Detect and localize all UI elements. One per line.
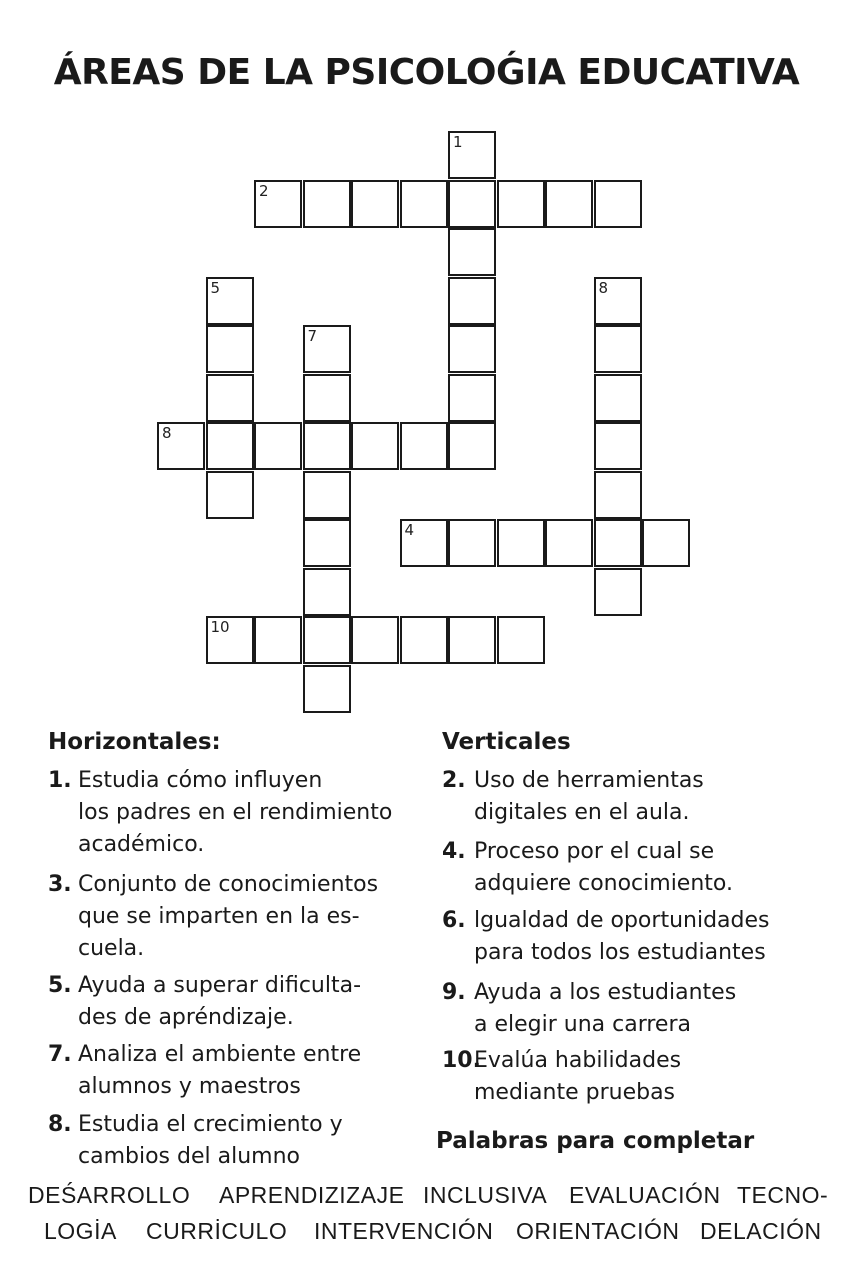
grid-cell[interactable] — [303, 471, 351, 519]
grid-cell[interactable] — [303, 568, 351, 616]
word-bank-heading: Palabras para completar — [436, 1128, 755, 1154]
clue-text: que se imparten en la es- — [78, 904, 360, 929]
verticales-heading: Verticales — [442, 729, 571, 755]
grid-cell[interactable] — [642, 519, 690, 567]
word-bank-item: EVALUACIÓN — [569, 1182, 721, 1208]
grid-cell[interactable] — [594, 374, 642, 422]
grid-cell[interactable] — [448, 180, 496, 228]
word-bank-item: CURRİCULO — [146, 1218, 288, 1244]
clue-number: 7 — [307, 327, 318, 345]
clue-label: 8. — [48, 1112, 72, 1137]
clue-text: a elegir una carrera — [474, 1012, 691, 1037]
grid-cell[interactable] — [206, 422, 254, 470]
clue-label: 5. — [48, 973, 72, 998]
grid-cell[interactable] — [351, 180, 399, 228]
clue-text: Proceso por el cual se — [474, 839, 715, 864]
grid-cell[interactable] — [303, 616, 351, 664]
grid-cell[interactable] — [351, 422, 399, 470]
clue-label: 1. — [48, 768, 72, 793]
clue-text: para todos los estudiantes — [474, 940, 766, 965]
clue-text: lgualdad de oportunidades — [474, 908, 770, 933]
clue-label: 9. — [442, 980, 466, 1005]
clue-text: Ayuda a superar dificulta- — [78, 973, 362, 998]
clue-label: 7. — [48, 1042, 72, 1067]
clue-text: los padres en el rendimiento — [78, 800, 393, 825]
grid-cell[interactable] — [497, 180, 545, 228]
clue-text: Uso de herramientas — [474, 768, 704, 793]
clue-label: 2. — [442, 768, 466, 793]
grid-cell[interactable] — [351, 616, 399, 664]
grid-cell[interactable] — [448, 374, 496, 422]
grid-cell[interactable] — [594, 422, 642, 470]
grid-cell[interactable] — [594, 568, 642, 616]
horizontales-heading: Horizontales: — [48, 729, 221, 755]
grid-cell[interactable] — [206, 325, 254, 373]
clue-text: Estudia el crecimiento y — [78, 1112, 343, 1137]
word-bank-item: LOGİA — [44, 1218, 117, 1244]
clue-text: Evalúa habilidades — [474, 1048, 682, 1073]
grid-cell[interactable] — [303, 180, 351, 228]
word-bank-item: ORIENTACIÓN — [516, 1218, 680, 1244]
grid-cell[interactable] — [400, 422, 448, 470]
grid-cell[interactable] — [448, 228, 496, 276]
grid-cell[interactable] — [448, 616, 496, 664]
grid-cell[interactable] — [497, 616, 545, 664]
clue-text: alumnos y maestros — [78, 1074, 301, 1099]
grid-cell[interactable] — [448, 519, 496, 567]
clue-number: 10 — [210, 618, 230, 636]
grid-cell[interactable] — [497, 519, 545, 567]
page-title: ÁREAS DE LA PSICOLOǴIA EDUCATIVA — [53, 52, 800, 93]
grid-cell[interactable] — [400, 616, 448, 664]
clue-label: 4. — [442, 839, 466, 864]
grid-cell[interactable] — [206, 471, 254, 519]
grid-cell[interactable] — [254, 422, 302, 470]
word-bank-item: INTERVENCIÓN — [314, 1218, 494, 1244]
clue-label: 10. — [442, 1048, 481, 1073]
clue-text: Analiza el ambiente entre — [78, 1042, 362, 1067]
clue-text: Estudia cómo influyen — [78, 768, 323, 793]
grid-cell[interactable] — [303, 374, 351, 422]
grid-cell[interactable] — [594, 180, 642, 228]
clue-text: Ayuda a los estudiantes — [474, 980, 737, 1005]
word-bank-item: APRENDIZIZAJE — [219, 1182, 405, 1208]
clue-number: 4 — [404, 521, 415, 539]
word-bank-item: TECNO- — [737, 1182, 829, 1208]
grid-cell[interactable] — [303, 519, 351, 567]
grid-cell[interactable] — [448, 325, 496, 373]
grid-cell[interactable] — [594, 471, 642, 519]
clue-number: 5 — [210, 278, 221, 297]
grid-cell[interactable] — [594, 325, 642, 373]
grid-cell[interactable] — [254, 616, 302, 664]
clue-text: cuela. — [78, 936, 145, 961]
grid-cell[interactable] — [545, 519, 593, 567]
word-bank-item: INCLUSIVA — [423, 1182, 548, 1208]
grid-cell[interactable] — [545, 180, 593, 228]
clue-label: 6. — [442, 908, 466, 933]
clue-text: académico. — [78, 832, 205, 857]
clue-label: 3. — [48, 872, 72, 897]
clue-text: digitales en el aula. — [474, 800, 690, 825]
grid-cell[interactable] — [594, 519, 642, 567]
grid-cell[interactable] — [448, 422, 496, 470]
clue-text: des de apréndizaje. — [78, 1005, 294, 1030]
grid-cell[interactable] — [400, 180, 448, 228]
clue-number: 2 — [259, 181, 269, 200]
clue-number: 8 — [598, 278, 609, 297]
word-bank-item: DEŚARROLLO — [28, 1182, 191, 1208]
clue-text: cambios del alumno — [78, 1144, 300, 1169]
grid-cell[interactable] — [448, 277, 496, 325]
clue-text: Conjunto de conocimientos — [78, 872, 379, 897]
clue-text: adquiere conocimiento. — [474, 871, 733, 896]
clue-number: 8 — [162, 424, 172, 442]
clue-text: mediante pruebas — [474, 1080, 676, 1105]
word-bank-item: DELACIÓN — [700, 1218, 822, 1244]
grid-cell[interactable] — [206, 374, 254, 422]
clue-number: 1 — [453, 133, 463, 151]
grid-cell[interactable] — [303, 422, 351, 470]
grid-cell[interactable] — [303, 665, 351, 713]
